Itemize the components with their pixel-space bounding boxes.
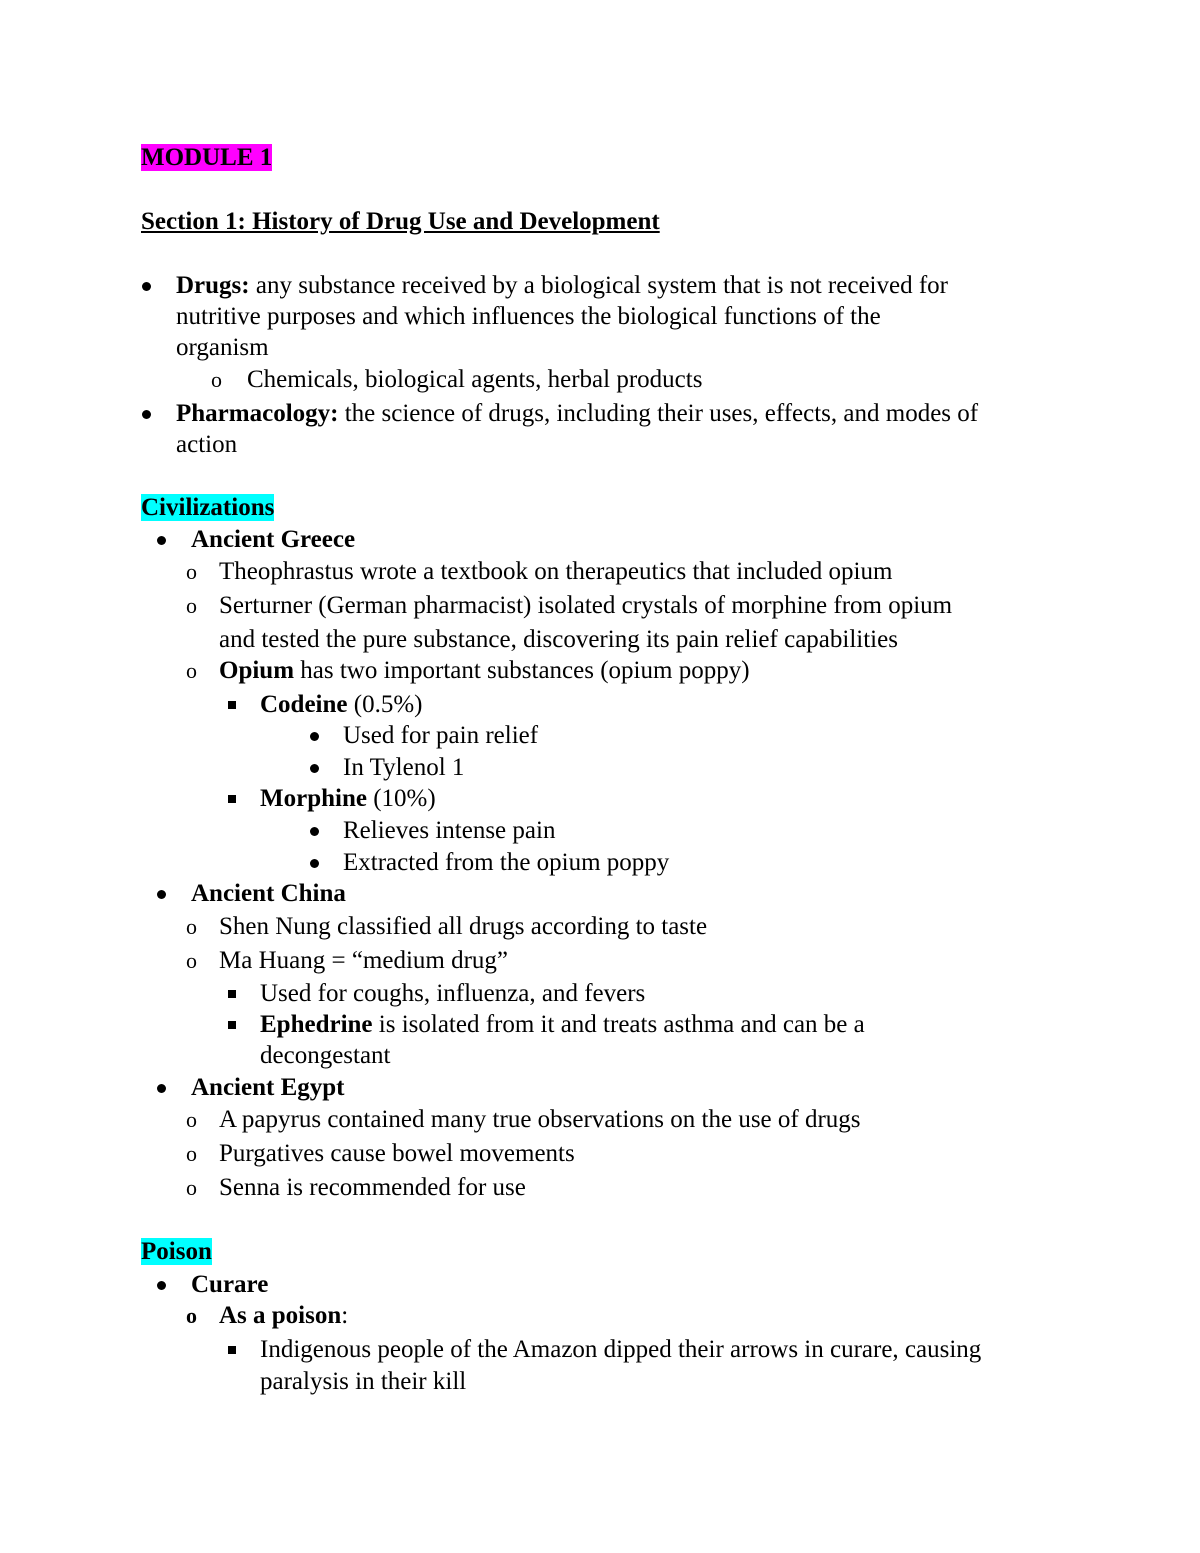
circle-bullet-icon: o — [186, 914, 197, 939]
codeine-item: Codeine (0.5%) — [260, 691, 423, 718]
circle-bullet-icon: o — [186, 1175, 197, 1200]
china-sub-2-line2: decongestant — [260, 1042, 391, 1069]
ancient-greece-title: Ancient Greece — [191, 526, 356, 553]
china-sub-1: Used for coughs, influenza, and fevers — [260, 980, 646, 1007]
bullet-icon — [157, 1281, 166, 1290]
egypt-item-2: Purgatives cause bowel movements — [219, 1140, 575, 1167]
square-bullet-icon — [228, 701, 236, 709]
morphine-detail-2: Extracted from the opium poppy — [343, 849, 670, 876]
circle-bullet-icon: o — [186, 593, 197, 618]
ancient-egypt-title: Ancient Egypt — [191, 1074, 345, 1101]
circle-bullet-icon: o — [186, 948, 197, 973]
square-bullet-icon — [228, 1346, 236, 1354]
codeine-detail-1: Used for pain relief — [343, 722, 539, 749]
square-bullet-icon — [228, 795, 236, 803]
pharmacology-definition-line2: action — [176, 431, 238, 458]
bullet-icon — [157, 1084, 166, 1093]
drugs-definition-line3: organism — [176, 334, 269, 361]
morphine-item: Morphine (10%) — [260, 785, 436, 812]
greece-item-2: Serturner (German pharmacist) isolated crystals of morphine from opium — [219, 592, 953, 619]
poison-heading: Poison — [141, 1238, 212, 1265]
bullet-icon — [157, 890, 166, 899]
bullet-icon — [310, 732, 319, 741]
module-title: MODULE 1 — [141, 144, 273, 171]
civilizations-heading: Civilizations — [141, 494, 275, 521]
drugs-definition: Drugs: any substance received by a biological system that is not received for — [176, 272, 948, 299]
circle-bullet-icon: o — [186, 1141, 197, 1166]
china-item-1: Shen Nung classified all drugs according to taste — [219, 913, 708, 940]
curare-title: Curare — [191, 1271, 269, 1298]
circle-bullet-icon: o — [186, 559, 197, 584]
poison-detail-line2: paralysis in their kill — [260, 1368, 467, 1395]
bullet-icon — [310, 859, 319, 868]
bullet-icon — [310, 827, 319, 836]
circle-bullet-icon: o — [186, 1303, 197, 1328]
bullet-icon — [157, 536, 166, 545]
greece-item-2-line2: and tested the pure substance, discovering its pain relief capabilities — [219, 626, 898, 653]
china-item-2: Ma Huang = “medium drug” — [219, 947, 509, 974]
bullet-icon — [142, 282, 151, 291]
egypt-item-1: A papyrus contained many true observations on the use of drugs — [219, 1106, 861, 1133]
ancient-china-title: Ancient China — [191, 880, 346, 907]
drugs-definition-line2: nutritive purposes and which influences the biological functions of the — [176, 303, 881, 330]
china-sub-2: Ephedrine is isolated from it and treats asthma and can be a — [260, 1011, 865, 1038]
bullet-icon — [142, 410, 151, 419]
morphine-detail-1: Relieves intense pain — [343, 817, 556, 844]
poison-detail: Indigenous people of the Amazon dipped their arrows in curare, causing — [260, 1336, 982, 1363]
codeine-detail-2: In Tylenol 1 — [343, 754, 465, 781]
pharmacology-definition: Pharmacology: the science of drugs, including their uses, effects, and modes of — [176, 400, 979, 427]
bullet-icon — [310, 764, 319, 773]
greece-item-1: Theophrastus wrote a textbook on therapeutics that included opium — [219, 558, 893, 585]
circle-bullet-icon: o — [186, 658, 197, 683]
greece-item-3: Opium has two important substances (opium poppy) — [219, 657, 750, 684]
circle-bullet-icon: o — [211, 367, 222, 392]
drugs-subitem: Chemicals, biological agents, herbal products — [247, 366, 703, 393]
square-bullet-icon — [228, 990, 236, 998]
square-bullet-icon — [228, 1021, 236, 1029]
as-poison-item: As a poison: — [219, 1302, 349, 1329]
egypt-item-3: Senna is recommended for use — [219, 1174, 526, 1201]
circle-bullet-icon: o — [186, 1107, 197, 1132]
section-title: Section 1: History of Drug Use and Development — [141, 208, 660, 235]
